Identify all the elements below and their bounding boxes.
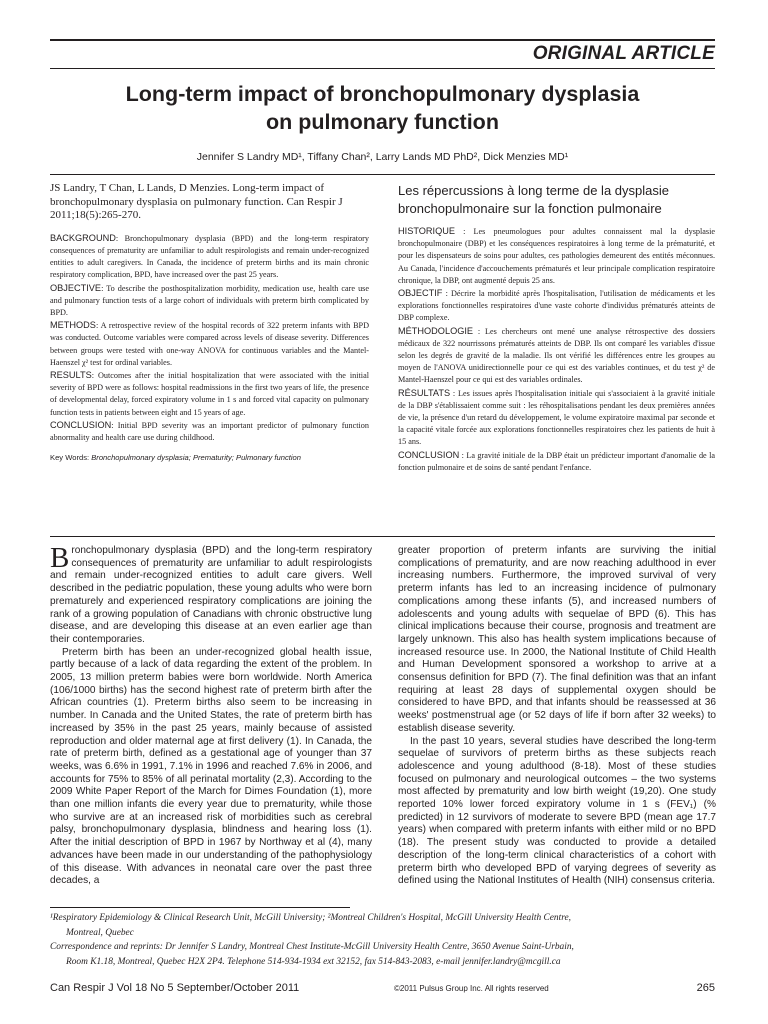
journal-citation: Can Respir J Vol 18 No 5 September/October 2011: [50, 982, 300, 994]
resume-resultats: RÉSULTATS : Les issues après l'hospitalisation initiale qui s'associaient à la gravité initiale de la DBP s'établissaient comme suit : les réhospitalisations pendant les deux premières années de vie, la présence d'un retard du développement, le volume expiratoire maximal par seconde et la capacité vitale forcée aux explorations fonctionnelles respiratoires chez les patients de huit à 15 ans.: [398, 387, 715, 447]
body-paragraph: Bronchopulmonary dysplasia (BPD) and the long-term respiratory consequences of prematurity are unfamiliar to adult respirologists and remain under-recognized entities to adult care givers. Well described in the pediatric population, these young adults who were born prematurely and experienced respiratory complications are joining the rank of a growing population of Canadians with chronic obstructive lung disease, and are developing this disease at an even earlier age than their contemporaries.: [50, 542, 372, 645]
resume-objectif: OBJECTIF : Décrire la morbidité après l'hospitalisation, l'utilisation de médicaments et les explorations fonctionnelles respiratoires d'une vaste cohorte d'individus prématurés atteints de DBP complexe.: [398, 288, 715, 323]
section-rule: [50, 68, 715, 69]
affiliations: ¹Respiratory Epidemiology & Clinical Research Unit, McGill University; ²Montreal Children's Hospital, McGill University Health Centre,: [50, 913, 571, 923]
body-paragraph: greater proportion of preterm infants are surviving the initial complications of prematurity, and are now reaching adulthood in ever increasing numbers. Furthermore, the improved survival of very preterm infants has led to an increasing incidence of pulmonary complications among these infants (5), and increased numbers of adolescents and young adults with sequelae of BPD (6). This has clinical implications because their course, prognosis and treatment are largely unknown. This also has health system implications because of increased resource use. In 2000, the National Institute of Child Health and Human Development sponsored a workshop to arrive at a consensus definition for BPD (7). The final definition was that an infant requiring at least 28 days of supplemental oxygen should be considered to have BPD, and that infants should be reassessed at 36 weeks' postmenstrual age (or 52 days of life if born after 32 weeks) to establish disease severity.: [398, 545, 716, 734]
footnotes: ¹Respiratory Epidemiology & Clinical Research Unit, McGill University; ²Montreal Children's Hospital, McGill University Health Centre, Montreal, Quebec Correspondence and reprints: Dr Jennifer S Landry, Montreal Chest Institute-McGill University Health Centre, 3650 Avenue Saint-Urbain, Room K1.18, Montreal, Quebec H2X 2P4. Telephone 514-934-1934 ext 32152, fax 514-843-2083, e-mail jennifer.landry@mcgill.ca: [50, 911, 715, 969]
section-label: ORIGINAL ARTICLE: [532, 43, 715, 64]
results-label: RESULTS: [50, 370, 92, 381]
methods-label: METHODS: [50, 320, 96, 331]
abstract-background: BACKGROUND: Bronchopulmonary dysplasia (BPD) and the long-term respiratory consequences of prematurity are unfamiliar to adult respirologists and remain under-recognized entities to adult caregivers. In Canada, the incidence of preterm births and its main chronic respiratory complication, BPD, have increased over the past 25 years.: [50, 232, 369, 280]
copyright-notice: ©2011 Pulsus Group Inc. All rights reserved: [394, 984, 549, 993]
footnote-rule: [50, 907, 350, 908]
body-right-column: [398, 545, 716, 888]
abstract-conclusion: CONCLUSION: Initial BPD severity was an important predictor of pulmonary function abnormality and health care use during childhood.: [50, 419, 369, 443]
resume-methodologie: MÉTHODOLOGIE : Les chercheurs ont mené une analyse rétrospective des dossiers médicaux de 322 nourrissons prématurés atteints de DBP. Ils ont comparé les variables d'issue selon les degrés de gravité de la maladie. Ils ont vérifié les différences entre les groupes au moyen de l'ANOVA unidirectionnelle pour ce qui est des variables continues, et du test χ² de Mantel-Haenszel pour ce qui est des variables ordinales.: [398, 325, 715, 385]
page-number: 265: [696, 982, 715, 994]
background-label: BACKGROUND: [50, 232, 116, 243]
article-title: [50, 80, 715, 136]
resume-historique: HISTORIQUE : Les pneumologues pour adultes connaissent mal la dysplasie bronchopulmonaire (DBP) et les conséquences respiratoires à long terme de la prématurité, et pour les dispensateurs de soins pour adultes, ces pathologies demeurent des entités méconnues. Au Canada, l'incidence d'accouchements prématurés et leur principale complication respiratoire chronique, la DBP, ont augmenté depuis 25 ans.: [398, 226, 715, 285]
keywords: Key Words: Bronchopulmonary dysplasia; Prematurity; Pulmonary function: [50, 453, 302, 463]
abstract-results: RESULTS: Outcomes after the initial hospitalization that were associated with the initial severity of BPD were as follows: hospital readmissions in the first two years of life, the presence of developmental delay, forced expiratory volume in 1 s and forced vital capacity on pulmonary function tests in patients between eight and 15 years of age.: [50, 370, 369, 417]
page-footer: [50, 982, 715, 998]
author-list: Jennifer S Landry MD¹, Tiffany Chan², Larry Lands MD PhD², Dick Menzies MD¹: [196, 151, 569, 163]
body-left-column: [50, 542, 372, 888]
abstract-top-rule: [50, 174, 715, 175]
body-paragraph: In the past 10 years, several studies have described the long-term sequelae of survivors of preterm births as these subjects reach adolescence and young adulthood (8-18). Most of these studies focused on pulmonary and neurological outcomes – the two systems most affected by prematurity and low birth weight (19,20). One study reported 10% lower forced expiratory volume in 1 s (FEV₁) (% predicted) in 12 survivors of moderate to severe BPD (mean age 17.7 years) when compared with preterm infants with either mild or no BPD (18). The present study was conducted to provide a detailed description of the long-term clinical characteristics of a cohort with preterm birth who developed BPD of varying degrees of severity as defined using the National Institutes of Health (NIH) consensus criteria.: [398, 735, 716, 887]
abstract-french: [398, 182, 715, 474]
correspondence: Correspondence and reprints: Dr Jennifer S Landry, Montreal Chest Institute-McGill University Health Centre, 3650 Avenue Saint-Urbain,: [50, 942, 574, 952]
title-line-1: Long-term impact of bronchopulmonary dysplasia: [125, 82, 640, 106]
title-line-2: on pulmonary function: [266, 110, 499, 134]
drop-cap: B: [50, 542, 70, 574]
resume-conclusion: CONCLUSION : La gravité initiale de la DBP était un prédicteur important d'anomalie de la fonction pulmonaire et de soins de santé pendant l'enfance.: [398, 449, 715, 472]
abstract-bottom-rule: [50, 536, 715, 537]
body-paragraph: Preterm birth has been an under-recognized global health issue, partly because of a lack of data regarding the extent of the problem. In 2005, 13 million preterm babies were born worldwide. North America (106/1000 births) has the second highest rate of preterm birth after the African countries (1). Preterm births also seem to be increasing in number. In Canada and the United States, the rate of preterm birth has increased by 35% in the past 25 years, mainly because of assisted reproduction and older maternal age at first delivery (1). In Canada, the rate of preterm birth, defined as a gestational age of younger than 37 weeks, was 6.6% in 1991, 7.1% in 1996 and reached 7.6% in 2006, and accounts for 75% to 85% of all perinatal mortality (2,3). According to the 2009 White Paper Report of the March for Dimes Foundation (1), more than one million infants die every year due to prematurity, while those who survive are at an increased risk of morbidities such as cerebral palsy, bronchopulmonary dysplasia, blindness and hearing loss (1). After the initial description of BPD in 1967 by Northway et al (4), many advances have been made in our understanding of the pathophysiology of this disease. With advances in neonatal care over the past three decades, a: [50, 646, 372, 887]
abstract-objective: OBJECTIVE: To describe the posthospitalization morbidity, medication use, health care use and pulmonary function tests of a large cohort of individuals with preterm birth complicated by BPD.: [50, 282, 369, 317]
abstract-english: [50, 182, 369, 462]
french-title: Les répercussions à long terme de la dysplasie bronchopulmonaire sur la fonction pulmonaire: [398, 183, 669, 216]
top-rule: [50, 39, 715, 41]
citation: JS Landry, T Chan, L Lands, D Menzies. Long-term impact of bronchopulmonary dysplasia on pulmonary function. Can Respir J 2011;18(5):265-270.: [50, 182, 343, 222]
conclusion-label: CONCLUSION: [50, 419, 112, 430]
objective-label: OBJECTIVE: [50, 282, 102, 293]
abstract-methods: METHODS: A retrospective review of the hospital records of 322 preterm infants with BPD was conducted. Outcome variables were compared across levels of disease severity. Differences between groups were tested with one-way ANOVA for continuous variables and the Mantel-Haenszel χ² test for ordinal variables.: [50, 320, 369, 367]
